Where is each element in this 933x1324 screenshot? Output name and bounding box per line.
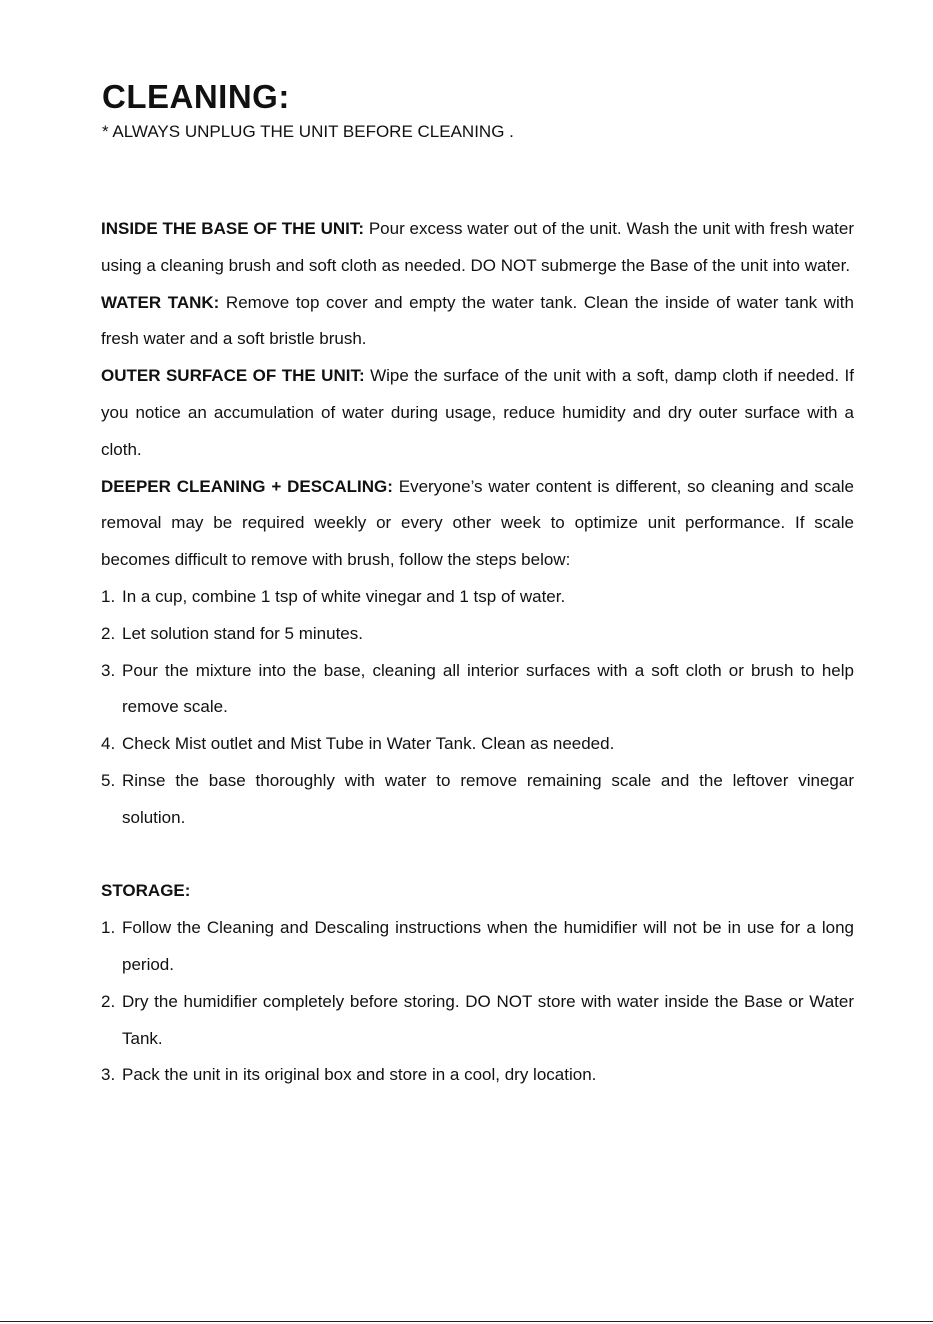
deeper-cleaning-label: DEEPER CLEANING + DESCALING: bbox=[101, 476, 393, 496]
descaling-step bbox=[101, 616, 854, 653]
unplug-warning: * ALWAYS UNPLUG THE UNIT BEFORE CLEANING . bbox=[102, 122, 514, 141]
deeper-cleaning-text: Everyone’s water content is different, so cleaning and scale removal may be required weekly or every other week to optimize unit performance. If scale becomes difficult to remove with brush, follow the steps below: bbox=[101, 476, 855, 570]
storage-step bbox=[101, 1057, 854, 1094]
step-text: Check Mist outlet and Mist Tube in Water Tank. Clean as needed. bbox=[122, 734, 615, 754]
storage-step bbox=[101, 984, 854, 1058]
cleaning-heading: CLEANING: bbox=[102, 78, 290, 115]
water-tank-text: Remove top cover and empty the water tank. Clean the inside of water tank with fresh water and a soft bristle brush. bbox=[101, 292, 854, 349]
step-number: 1. bbox=[101, 586, 116, 606]
step-text: In a cup, combine 1 tsp of white vinegar and 1 tsp of water. bbox=[122, 586, 566, 606]
step-text: Let solution stand for 5 minutes. bbox=[122, 623, 363, 643]
outer-surface-paragraph bbox=[101, 358, 854, 468]
step-number: 4. bbox=[101, 734, 116, 754]
descaling-step bbox=[101, 726, 854, 763]
step-number: 2. bbox=[101, 623, 116, 643]
descaling-step bbox=[101, 763, 854, 837]
descaling-step bbox=[101, 579, 854, 616]
page-bottom-rule bbox=[0, 1321, 933, 1322]
inside-base-label: INSIDE THE BASE OF THE UNIT: bbox=[101, 219, 365, 238]
step-number: 3. bbox=[101, 660, 116, 680]
inside-base-text: Pour excess water out of the unit. Wash the unit with fresh water using a cleaning brush and soft cloth as needed. DO NOT submerge the Base of the unit into water. bbox=[101, 219, 854, 275]
deeper-cleaning-paragraph bbox=[101, 469, 854, 579]
step-number: 1. bbox=[101, 918, 116, 938]
step-text: Rinse the base thoroughly with water to remove remaining scale and the leftover vinegar solution. bbox=[122, 770, 854, 827]
water-tank-paragraph bbox=[101, 285, 854, 359]
step-text: Dry the humidifier completely before storing. DO NOT store with water inside the Base or Water Tank. bbox=[122, 991, 854, 1048]
outer-surface-text: Wipe the surface of the unit with a soft, damp cloth if needed. If you notice an accumulation of water during usage, reduce humidity and dry outer surface with a cloth. bbox=[101, 366, 854, 459]
cleaning-body bbox=[101, 211, 854, 1094]
water-tank-label: WATER TANK: bbox=[101, 292, 220, 312]
inside-base-paragraph bbox=[101, 211, 854, 285]
storage-heading: STORAGE: bbox=[101, 881, 191, 901]
step-text: Pack the unit in its original box and store in a cool, dry location. bbox=[122, 1065, 597, 1085]
step-text: Pour the mixture into the base, cleaning all interior surfaces with a soft cloth or brush to help remove scale. bbox=[122, 660, 854, 717]
step-text: Follow the Cleaning and Descaling instructions when the humidifier will not be in use for a long period. bbox=[122, 918, 854, 974]
step-number: 5. bbox=[101, 770, 116, 790]
step-number: 3. bbox=[101, 1065, 116, 1085]
descaling-step bbox=[101, 653, 854, 727]
storage-step bbox=[101, 910, 854, 984]
step-number: 2. bbox=[101, 991, 116, 1011]
outer-surface-label: OUTER SURFACE OF THE UNIT: bbox=[101, 366, 365, 386]
